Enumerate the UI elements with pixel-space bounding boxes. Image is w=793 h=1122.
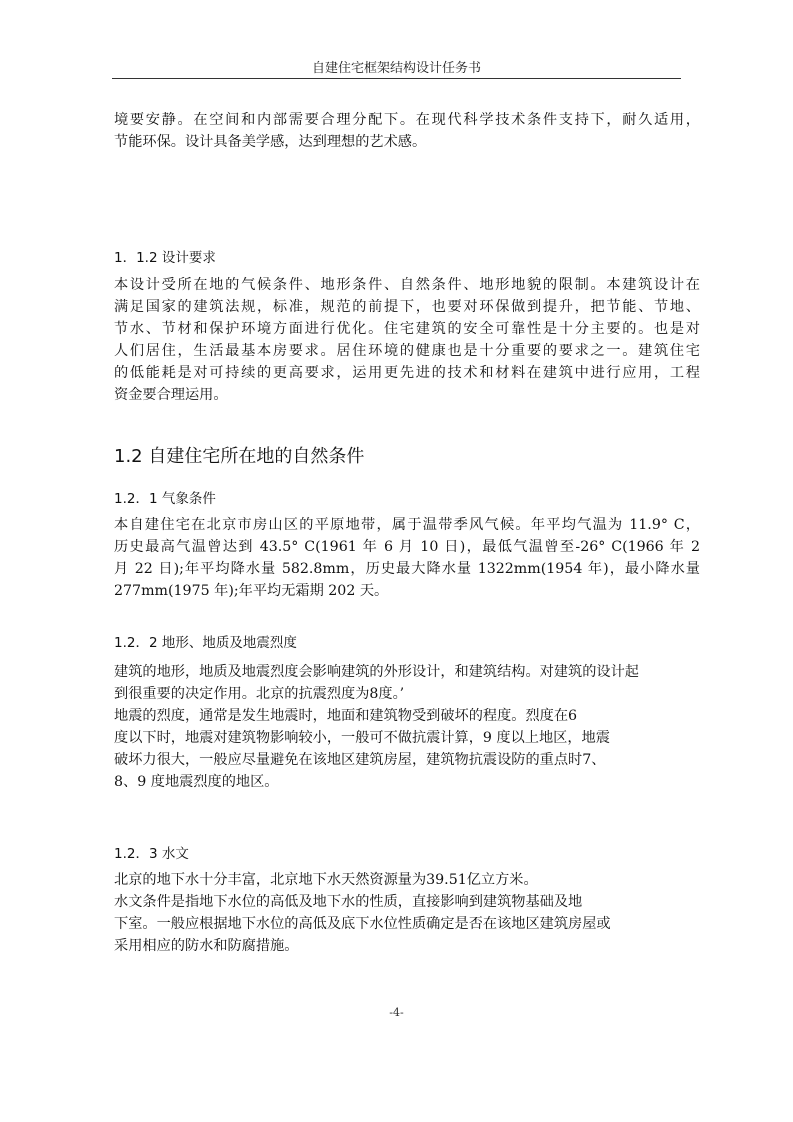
paragraph-line: 破坏力很大，一般应尽量避免在该地区建筑房屋，建筑物抗震设防的重点时7、 [114,752,606,768]
page-number: -4- [389,1006,404,1019]
paragraph-line: 满足国家的建筑法规，标准，规范的前提下，也要对环保做到提升，把节能、节地、 [114,299,700,315]
paragraph-line: 本自建住宅在北京市房山区的平原地带，属于温带季风气候。年平均气温为 11.9° C， [114,517,700,533]
paragraph-line: 到很重要的决定作用。北京的抗震烈度为8度。’ [114,686,405,702]
intro-paragraph [114,109,700,153]
paragraph-line: 建筑的地形，地质及地震烈度会影响建筑的外形设计，和建筑结构。对建筑的设计起 [114,664,639,680]
running-header: 自建住宅框架结构设计任务书 [311,61,481,76]
paragraph-line: 资金要合理运用。 [114,387,228,403]
header-rule [112,78,681,79]
paragraph-line: 节能环保。设计具备美学感，达到理想的艺术感。 [114,134,427,150]
paragraph-line: 地震的烈度，通常是发生地震时，地面和建筑物受到破坏的程度。烈度在6 [114,708,578,724]
section-heading-1-2: 1.2 自建住宅所在地的自然条件 [114,446,365,467]
paragraph-line: 下室。一般应根据地下水位的高低及底下水位性质确定是否在该地区建筑房屋或 [114,916,611,932]
paragraph-line: 月 22 日);年平均降水量 582.8mm，历史最大降水量 1322mm(1954 年)，最小降水量 [114,561,700,577]
terrain-paragraph [114,661,700,793]
paragraph-line: 北京的地下水十分丰富，北京地下水天然资源量为39.51亿立方米。 [114,872,538,888]
paragraph-line: 的低能耗是对可持续的更高要求，运用更先进的技术和材料在建筑中进行应用，工程 [114,365,700,381]
paragraph-line: 8、9 度地震烈度的地区。 [114,774,279,790]
paragraph-line: 境要安静。在空间和内部需要合理分配下。在现代科学技术条件支持下，耐久适用， [114,112,700,128]
paragraph-line: 采用相应的防水和防腐措施。 [114,938,299,954]
section-heading-1-2-2: 1.2．2 地形、地质及地震烈度 [114,635,297,651]
section-heading-1-1-2: 1．1.2 设计要求 [114,250,216,266]
section-heading-1-2-3: 1.2．3 水文 [114,846,189,862]
hydrology-paragraph [114,869,700,957]
climate-paragraph [114,514,700,602]
paragraph-line: 人们居住，生活最基本房要求。居住环境的健康也是十分重要的要求之一。建筑住宅 [114,343,700,359]
paragraph-line: 水文条件是指地下水位的高低及地下水的性质，直接影响到建筑物基础及地 [114,894,583,910]
paragraph-line: 历史最高气温曾达到 43.5° C(1961 年 6 月 10 日)，最低气温曾至-26° C(1966 年 2 [114,539,700,555]
paragraph-line: 节水、节材和保护环境方面进行优化。住宅建筑的安全可靠性是十分主要的。也是对 [114,321,700,337]
paragraph-line: 本设计受所在地的气候条件、地形条件、自然条件、地形地貌的限制。本建筑设计在 [114,277,700,293]
paragraph-line: 277mm(1975 年);年平均无霜期 202 天。 [114,583,389,599]
design-requirements-paragraph [114,274,700,406]
section-heading-1-2-1: 1.2．1 气象条件 [114,491,216,507]
paragraph-line: 度以下时，地震对建筑物影响较小，一般可不做抗震计算，9 度以上地区，地震 [114,730,610,746]
